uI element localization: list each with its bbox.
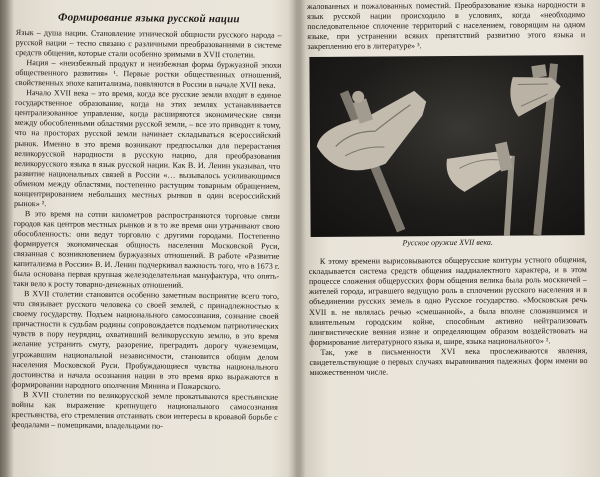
paragraph: Начало XVII века – это время, когда все русские земли входят в единое государственное образование, когда на этих землях устанавливается централизованное управление, когда расширяются экономические связи между обособленными областями русской земли, – все это приводит к тому, что на просторах русской земли начинает складываться всероссийский рынок. Именно в это время возникают предпосылки для перерастания великорусской народности в русскую нацию, для преобразования великорусского языка в язык русской нации. Как В. И. Ленин указывал, что развитие национальных связей в России «… вызывалось усиливающимся обменом между областями, постепенно растущим товарным обращением, концентрированием небольших местных рынков в один всероссийский рынок» ².: [13, 88, 282, 209]
paragraph: Нация – «неизбежный продукт и неизбежная форма буржуазной эпохи общественного развития» ¹. Первые ростки общественных отношений, свойственных эпохе капитализма, появляются в России в начале XVII века.: [15, 58, 282, 90]
paragraph: Так, уже в письменности XVI века прослеживаются явления, свидетельствующие о первых случаях выравнивания падежных форм имени во множественном числе.: [309, 345, 588, 377]
book-spine: [288, 0, 306, 477]
paragraph: В XVII столетии по великорусской земле прокатываются крестьянские войны как выражение крепнущего национального самосознания крестьянства, его стремления отстаивать свои интересы в кровавой борьбе с феодалами – помещиками, владельцами по-: [11, 389, 279, 431]
chapter-title: Формирование языка русской нации: [58, 11, 240, 26]
left-page: [12, 10, 282, 433]
paragraph: В XVII столетии становится особенно заметным восприятие всего того, что связывает русского человека со своей землей, с принадлежностью к своему государству. Подъем национального самосознания, сознание своей причастности к судьбам родины сопровождается подъемом патриотических чувств в пору неурядиц, охвативший великорусскую землю, в это время желание устранить смуту, разорение, преградить дорогу чужеземцам, угрожавшим национальной независимости, становится общим делом населения Московской Руси. Пробуждающиеся чувства национального достоинства и начала осознания нации в это время ярко выражаются в формировании народного ополчения Минина и Пожарского.: [12, 289, 280, 391]
battle-axe-left: [309, 71, 440, 183]
battle-axe-right-bottom: [444, 141, 518, 194]
paragraph: В это время на сотни километров распространяются торговые связи городов как центров местных рынков и в то же время они утрачивают свою обособленность: они ведут торговлю с другими городами. Постепенно формируется экономическая общность населения Московской Руси, связанная с возникновением буржуазных отношений. В работе «Развитие капитализма в России» В. И. Ленин подчеркивал важность того, что в 1673 г. была основана первая крупная железоделательная мануфактура, что опять-таки вело к росту товарно-денежных отношений.: [13, 208, 280, 290]
weapons-illustration: [309, 55, 584, 237]
paragraph: К этому времени вырисовываются общерусские контуры устного общения, складывается система средств общения наддиалектного характера, и в этом процессе сложения общерусских форм общения велика была роль москвичей – жителей города, игравшего ведущую роль в сплочении русского населения и в объединении русских земель в одно Русское государство. «Московская речь XVII в. не являлась речью «смешанной», а была вполне сложившимся и влиятельным городским койне, способным активно нейтрализовать лингвистические веяния извне и определяющим образом воздействовать на формирование литературного языка и, шире, языка национального» ².: [308, 255, 588, 347]
right-page: [307, 0, 588, 378]
paragraph: жалованных и пожалованных поместий. Преобразование языка народности в язык русской нации происходило в условиях, когда «необходимо последовательное сплочение территорий с населением, говорящим на одном языке, при устранении всяких препятствий развитию этого языка и закреплению его в литературе» ³.: [307, 0, 586, 52]
weapons-photo: [309, 55, 584, 237]
paragraph: Язык – душа нации. Становление этнической общности русского народа – русской нации – тесно связано с различными преобразованиями в системе средств общения, которые стали особенно зримыми в XVII столетии.: [15, 27, 282, 60]
photo-caption: Русское оружие XVII века.: [402, 237, 493, 248]
